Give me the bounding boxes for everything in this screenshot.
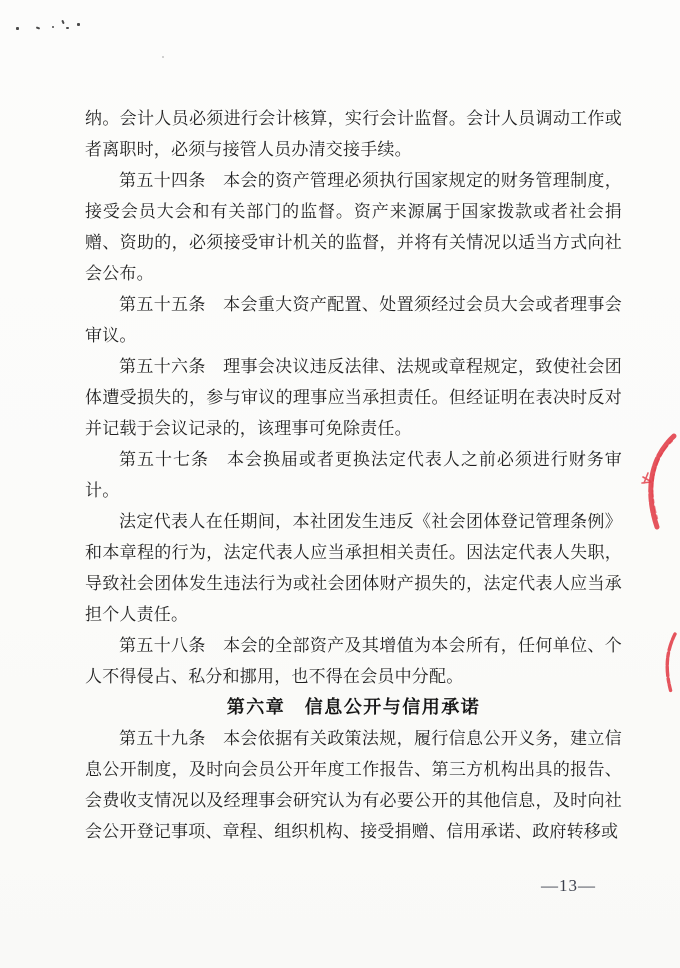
ink-speck	[36, 26, 40, 29]
ink-speck	[16, 27, 19, 30]
red-seal-arc	[651, 436, 674, 527]
ink-speck	[52, 26, 54, 28]
red-seal-arc-texture	[653, 441, 672, 521]
paragraph-continuation: 纳。会计人员必须进行会计核算，实行会计监督。会计人员调动工作或者离职时，必须与接管人员办清交接手续。	[85, 109, 622, 159]
ink-speck	[77, 23, 80, 26]
ink-speck	[61, 20, 65, 24]
paragraph-legal-representative: 法定代表人在任期间，本社团发生违反《社会团体登记管理条例》和本章程的行为，法定代表人应当承担相关责任。因法定代表人失职，导致社会团体发生违法行为或社会团体财产损失的，法定代表人应当承担个人责任。	[85, 512, 622, 624]
ink-speck	[162, 56, 164, 58]
ink-speck	[66, 27, 69, 29]
paragraph-article-55: 第五十五条 本会重大资产配置、处置须经过会员大会或者理事会审议。	[85, 295, 622, 345]
paragraph-article-56: 第五十六条 理事会决议违反法律、法规或章程规定，致使社会团体遭受损失的，参与审议的理事应当承担责任。但经证明在表决时反对并记载于会议记录的，该理事可免除责任。	[85, 357, 622, 438]
body-text	[85, 103, 622, 847]
chapter-heading: 第六章 信息公开与信用承诺	[226, 697, 481, 717]
red-seal-star-mark	[642, 473, 651, 483]
red-seal-fragment	[667, 634, 675, 692]
paragraph-article-59: 第五十九条 本会依据有关政策法规，履行信息公开义务，建立信息公开制度，及时向会员公开年度工作报告、第三方机构出具的报告、会费收支情况以及经理事会研究认为有必要公开的其他信息，及时向社会公开登记事项、章程、组织机构、接受捐赠、信用承诺、政府转移或	[85, 729, 622, 841]
paragraph-article-54: 第五十四条 本会的资产管理必须执行国家规定的财务管理制度，接受会员大会和有关部门的监督。资产来源属于国家拨款或者社会捐赠、资助的，必须接受审计机关的监督，并将有关情况以适当方式向社会公布。	[85, 171, 622, 283]
page-number: —13—	[541, 876, 596, 895]
paragraph-article-57: 第五十七条 本会换届或者更换法定代表人之前必须进行财务审计。	[85, 450, 622, 500]
paragraph-article-58: 第五十八条 本会的全部资产及其增值为本会所有，任何单位、个人不得侵占、私分和挪用，也不得在会员中分配。	[85, 636, 622, 686]
